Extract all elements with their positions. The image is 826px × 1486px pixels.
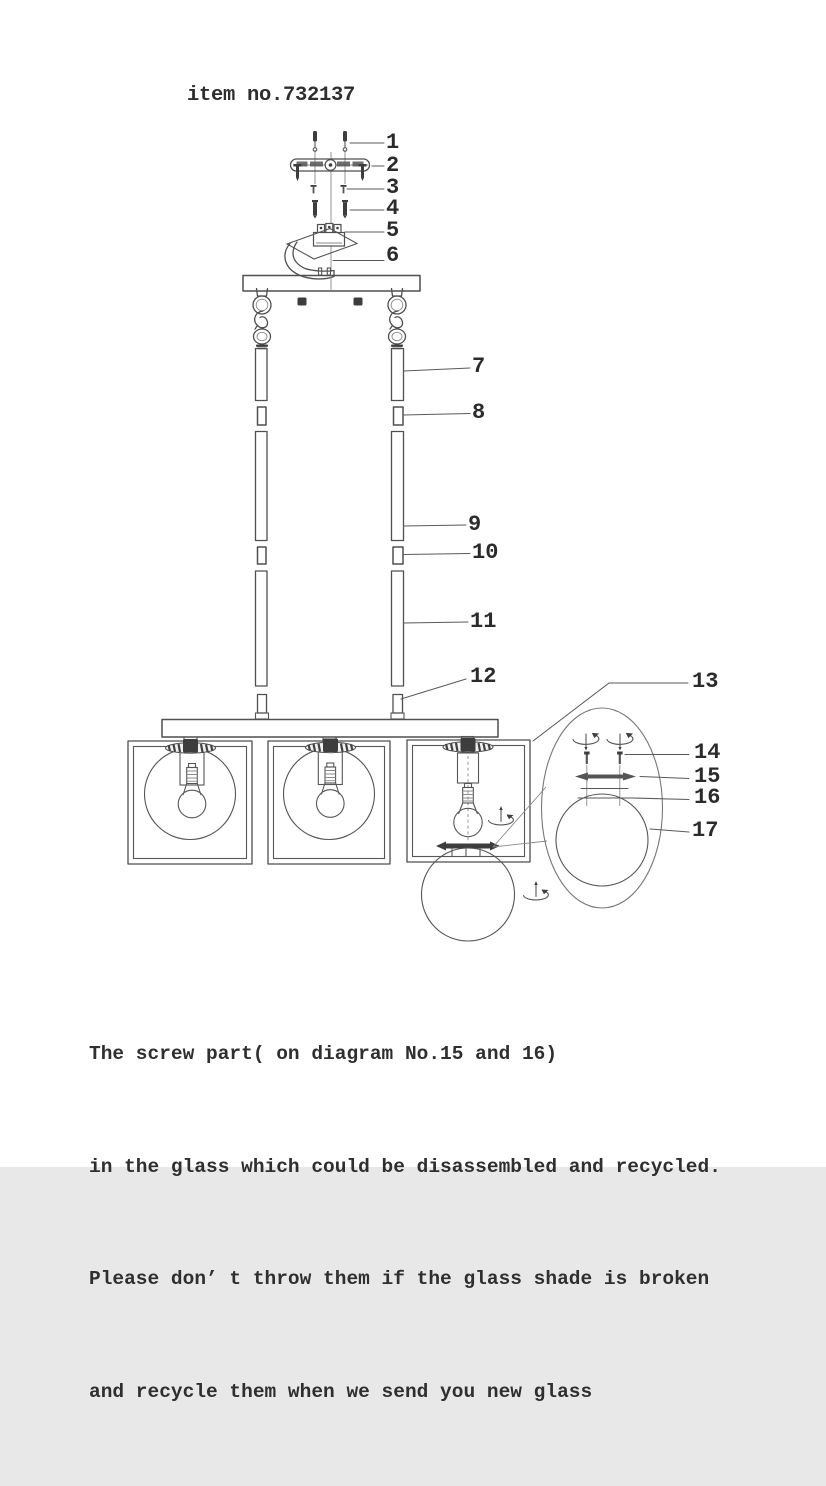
- connector-part8: [258, 407, 404, 425]
- terminal-block-part5: [314, 224, 345, 247]
- left-hook-chain: [253, 289, 271, 350]
- detail-view: [493, 708, 663, 908]
- callout-12: 12: [470, 664, 497, 689]
- note-line-3: Please don’ t throw them if the glass shade is broken: [89, 1268, 710, 1290]
- note-line-2: in the glass which could be disassembled and recycled.: [89, 1155, 721, 1178]
- note-line-1: The screw part( on diagram No.15 and 16): [89, 1043, 558, 1065]
- connector-part10: [258, 547, 404, 564]
- rod-part11: [256, 571, 404, 686]
- glass-globe-part17: [556, 794, 648, 886]
- callout-15: 15: [694, 764, 721, 789]
- shade-1: [128, 739, 252, 864]
- connector-part12: [256, 695, 405, 720]
- callout-8: 8: [472, 400, 486, 425]
- right-hook-chain: [388, 289, 406, 350]
- callout-5: 5: [386, 218, 400, 243]
- rotate-icon: [489, 807, 514, 825]
- callout-9: 9: [468, 512, 482, 537]
- item-number: item no.732137: [187, 84, 356, 107]
- turn-screw-icon: [607, 733, 633, 751]
- rod-part7: [256, 349, 404, 401]
- turn-screw-icon: [573, 733, 599, 751]
- callout-11: 11: [470, 609, 497, 634]
- callout-14: 14: [694, 740, 721, 765]
- recycle-note: [89, 961, 721, 1486]
- note-line-4: and recycle them when we send you new glass: [89, 1380, 593, 1403]
- shade-2: [268, 739, 390, 865]
- callout-16: 16: [694, 785, 721, 810]
- fixture-bar: [162, 720, 498, 742]
- callout-3: 3: [386, 175, 400, 200]
- callout-4: 4: [386, 196, 400, 221]
- mounting-screws-part1: [313, 131, 347, 151]
- bolts-part4: [312, 200, 348, 219]
- callout-2: 2: [386, 153, 400, 178]
- mounting-bracket-part2: [291, 159, 370, 181]
- callout-10: 10: [472, 540, 499, 565]
- callout-17: 17: [692, 818, 719, 843]
- callout-1: 1: [386, 130, 400, 155]
- shade-3-exploded: [407, 738, 549, 941]
- callout-13: 13: [692, 669, 719, 694]
- rotate-icon: [524, 882, 549, 900]
- small-screws-part3: [311, 185, 347, 193]
- callout-7: 7: [472, 354, 486, 379]
- rod-part9: [256, 432, 404, 541]
- retaining-ring-part15: [575, 773, 636, 781]
- callout-6: 6: [386, 243, 400, 268]
